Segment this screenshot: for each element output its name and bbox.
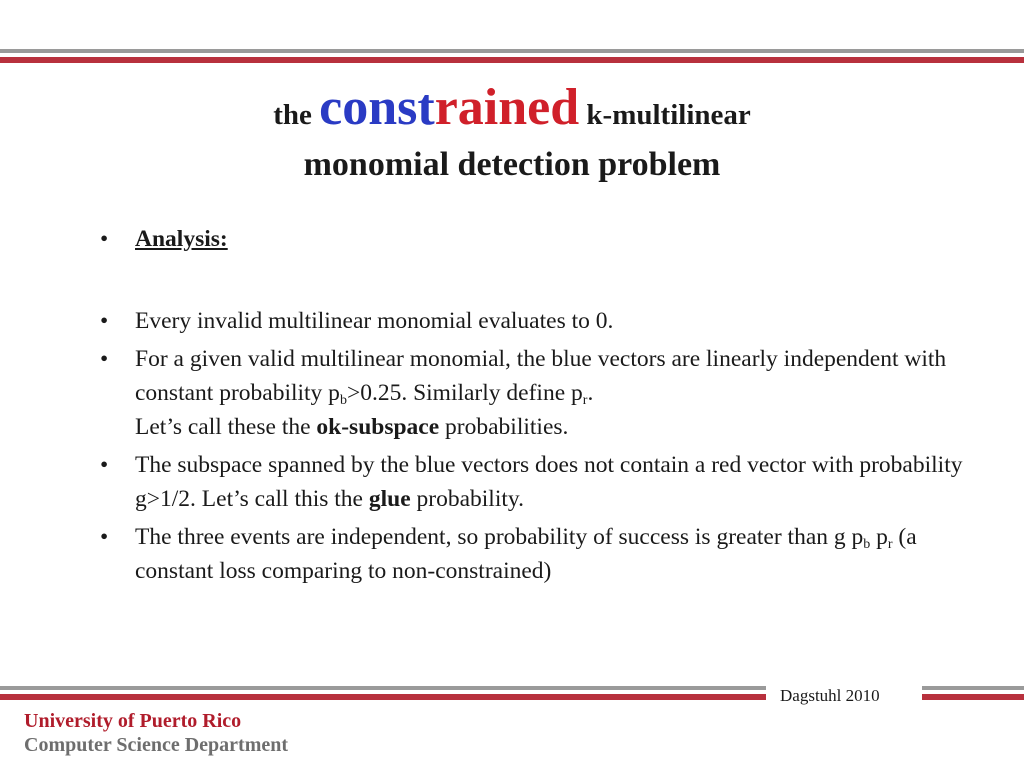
bullet-text [135, 346, 946, 440]
bullet-item [100, 448, 980, 516]
title-emphasis [319, 79, 579, 136]
bottom-rule-gray-right [922, 686, 1024, 690]
bullet-analysis [100, 222, 980, 256]
bottom-rule-gray-left [0, 686, 766, 690]
bullet-item [100, 520, 980, 588]
text-run: The subspace spanned by the blue vectors does not contain a red vector with probability g>1/2. Let’s call this the [135, 452, 963, 512]
title-emphasis-red: rained [434, 79, 580, 136]
bullet-text [135, 524, 917, 584]
text-run: For a given valid multilinear monomial, the blue vectors are linearly independent with constant probability p [135, 346, 947, 406]
bullet-item [100, 342, 980, 444]
bold-term: glue [368, 486, 411, 512]
footer-university: University of Puerto Rico [24, 710, 242, 732]
title-suffix: k-multilinear [586, 99, 751, 131]
top-rule [0, 49, 1024, 66]
bullet-dot-icon: • [100, 452, 109, 478]
top-rule-gray [0, 49, 1024, 53]
title-line-2: monomial detection problem [303, 146, 721, 183]
analysis-heading: Analysis: [135, 226, 228, 252]
top-rule-red [0, 57, 1024, 63]
title-prefix: the [273, 99, 312, 131]
bullet-dot-icon: • [100, 524, 109, 550]
bottom-rule-red-left [0, 694, 766, 700]
text-run: p [870, 524, 888, 550]
text-run: . [587, 380, 594, 406]
bullet-dot-icon: • [100, 226, 109, 252]
subscript: r [887, 537, 893, 552]
bullet-list [100, 222, 980, 592]
bullet-text: Every invalid multilinear monomial evaluates to 0. [135, 308, 614, 334]
bottom-rule-red-right [922, 694, 1024, 700]
text-run: >0.25. Similarly define p [346, 380, 583, 406]
footer-department: Computer Science Department [24, 734, 289, 756]
text-run: Let’s call these the [135, 414, 317, 440]
bullet-dot-icon: • [100, 308, 109, 334]
text-run: probabilities. [439, 414, 569, 440]
text-run: probability. [410, 486, 524, 512]
bullet-dot-icon: • [100, 346, 109, 372]
title-line-1 [0, 79, 1024, 136]
bullet-spacer [100, 260, 980, 304]
subscript: b [863, 537, 871, 552]
subscript: b [339, 393, 347, 408]
footer-date: Dagstuhl 2010 [780, 686, 880, 705]
text-run: (a constant loss comparing to non-constrained) [135, 524, 917, 584]
title-emphasis-blue: const [319, 79, 435, 136]
text-run: The three events are independent, so probability of success is greater than g p [135, 524, 864, 550]
slide-title [0, 79, 1024, 183]
bold-term: ok-subspace [316, 414, 440, 440]
subscript: r [582, 393, 588, 408]
bullet-text [135, 452, 962, 512]
bullet-item [100, 304, 980, 338]
